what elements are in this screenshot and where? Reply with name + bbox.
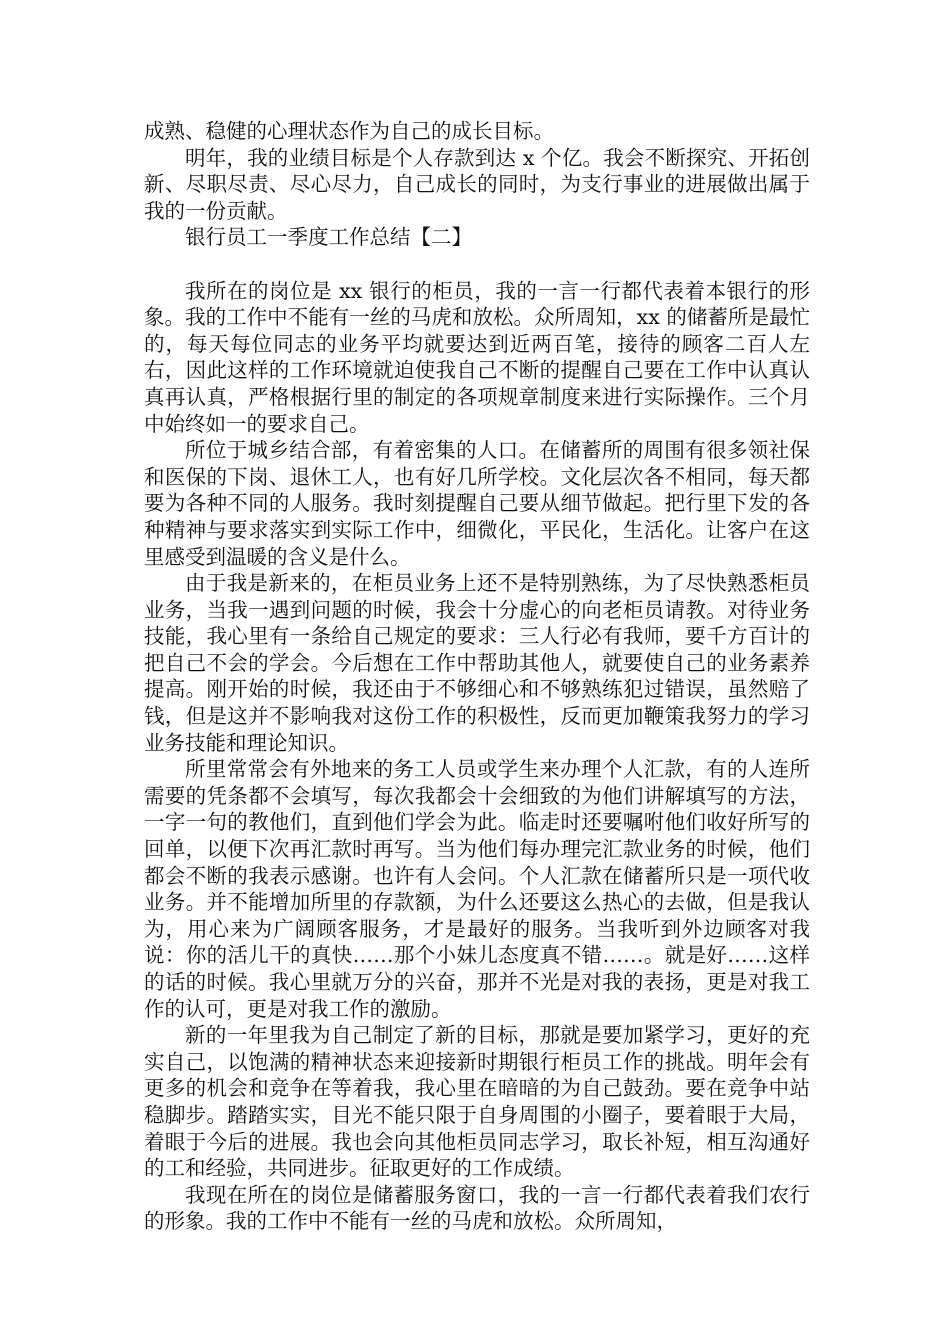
document-body [144, 118, 810, 1235]
paragraph-new-year: 新的一年里我为自己制定了新的目标，那就是要加紧学习，更好的充实自己，以饱满的精神状态来迎接新时期银行柜员工作的挑战。明年会有更多的机会和竞争在等着我，我心里在暗暗的为自己鼓劲。要在竞争中站稳脚步。踏踏实实，目光不能只限于自身周围的小圈子，要着眼于大局，着眼于今后的进展。我也会向其他柜员同志学习，取长补短，相互沟通好的工和经验，共同进步。征取更好的工作成绩。 [144, 1023, 810, 1181]
paragraph-current-post: 我现在所在的岗位是储蓄服务窗口，我的一言一行都代表着我们农行的形象。我的工作中不能有一丝的马虎和放松。众所周知， [144, 1182, 810, 1234]
paragraph-goal: 明年，我的业绩目标是个人存款到达 x 个亿。我会不断探究、开拓创新、尽职尽责、尽心尽力，自己成长的同时，为支行事业的进展做出属于我的一份贡献。 [144, 145, 810, 223]
paragraph-continuation: 成熟、稳健的心理状态作为自己的成长目标。 [144, 119, 554, 143]
paragraph-position: 我所在的岗位是 xx 银行的柜员，我的一言一行都代表着本银行的形象。我的工作中不能有一丝的马虎和放松。众所周知，xx 的储蓄所是最忙的，每天每位同志的业务平均就要达到近两百笔，接待的顾客二百人左右，因此这样的工作环境就迫使我自己不断的提醒自己要在工作中认真认真再认真，严格根据行里的制定的各项规章制度来进行实际操作。三个月中始终如一的要求自己。 [144, 278, 810, 436]
paragraph-remittance: 所里常常会有外地来的务工人员或学生来办理个人汇款，有的人连所需要的凭条都不会填写，每次我都会十会细致的为他们讲解填写的方法，一字一句的教他们，直到他们学会为此。临走时还要嘱咐他们收好所写的回单，以便下次再汇款时再写。当为他们每办理完汇款业务的时候，他们都会不断的我表示感谢。也许有人会问。个人汇款在储蓄所只是一项代收业务。并不能增加所里的存款额，为什么还要这么热心的去做，但是我认为，用心来为广阔顾客服务，才是最好的服务。当我听到外边顾客对我说：你的活儿干的真快……那个小妹儿态度真不错……。就是好……这样的话的时候。我心里就万分的兴奋，那并不光是对我的表扬，更是对我工作的认可，更是对我工作的激励。 [144, 757, 810, 1021]
paragraph-learning: 由于我是新来的，在柜员业务上还不是特别熟练，为了尽快熟悉柜员业务，当我一遇到问题的时候，我会十分虚心的向老柜员请教。对待业务技能，我心里有一条给自己规定的要求：三人行必有我师，要千方百计的把自己不会的学会。今后想在工作中帮助其他人，就要使自己的业务素养提高。刚开始的时候，我还由于不够细心和不够熟练犯过错误，虽然赔了钱，但是这并不影响我对这份工作的积极性，反而更加鞭策我努力的学习业务技能和理论知识。 [144, 571, 810, 755]
section-heading: 银行员工一季度工作总结【二】 [185, 225, 472, 250]
blank-line [144, 251, 810, 278]
paragraph-location: 所位于城乡结合部，有着密集的人口。在储蓄所的周围有很多领社保和医保的下岗、退休工人，也有好几所学校。文化层次各不相同，每天都要为各种不同的人服务。我时刻提醒自己要从细节做起。把行里下发的各种精神与要求落实到实际工作中，细微化，平民化，生活化。让客户在这里感受到温暖的含义是什么。 [144, 438, 810, 569]
